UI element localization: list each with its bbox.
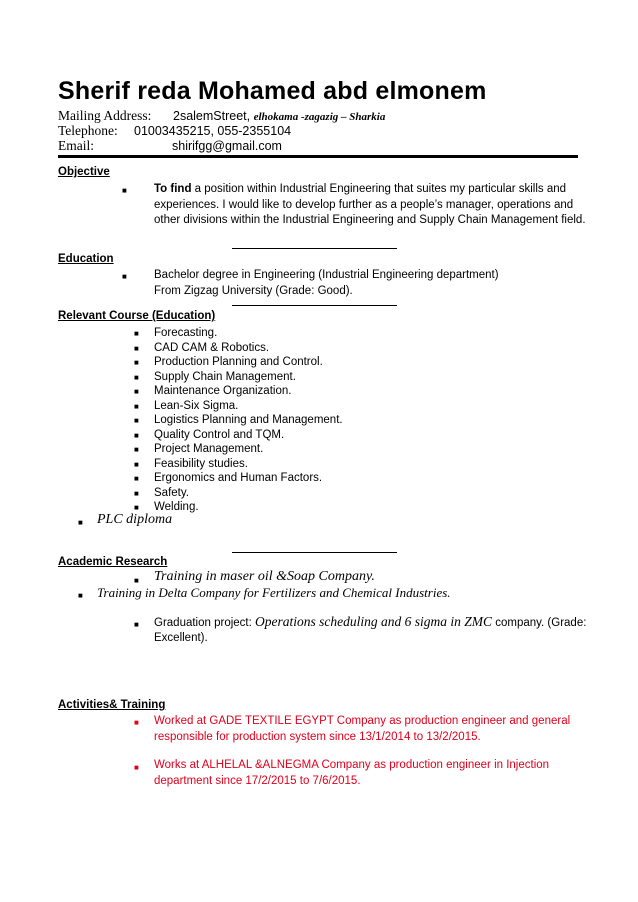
education-line-1: Bachelor degree in Engineering (Industrial Engineering department) — [154, 269, 499, 281]
plc-diploma: PLC diploma — [97, 512, 173, 527]
course-item: Logistics Planning and Management. — [154, 414, 343, 426]
course-item: Safety. — [154, 486, 189, 499]
bullet-icon: ■ — [134, 576, 139, 585]
section-separator — [232, 305, 397, 306]
bullet-icon: ■ — [134, 387, 139, 396]
activity-2-line-1: Works at ALHELAL &ALNEGMA Company as production engineer in Injection — [154, 759, 550, 771]
mailing-street: 2salemStreet, — [173, 109, 251, 123]
bullet-icon: ■ — [134, 445, 139, 454]
header-divider — [58, 155, 578, 158]
activities-heading: Activities& Training — [58, 699, 166, 711]
course-item: Lean-Six Sigma. — [154, 399, 239, 412]
section-separator — [232, 248, 397, 249]
course-item: Forecasting. — [154, 327, 218, 339]
bullet-icon: ■ — [134, 343, 139, 353]
section-separator — [232, 552, 397, 553]
course-item: Supply Chain Management. — [154, 370, 296, 383]
course-item: Welding. — [154, 501, 199, 513]
email-value: shirifgg@gmail.com — [172, 139, 282, 153]
bullet-icon: ■ — [134, 474, 139, 483]
bullet-icon: ■ — [122, 186, 127, 195]
graduation-project-line-2: Excellent). — [154, 632, 208, 644]
bullet-icon: ■ — [134, 358, 139, 367]
bullet-icon: ■ — [134, 763, 139, 772]
graduation-project-title: Operations scheduling and 6 sigma in ZMC — [255, 614, 493, 629]
email-label: Email: — [58, 138, 94, 153]
research-heading: Academic Research — [58, 556, 168, 568]
objective-line-1: To find a position within Industrial Engineering that suites my particular skills and — [154, 183, 567, 195]
bullet-icon: ■ — [122, 272, 127, 281]
education-heading: Education — [58, 253, 114, 265]
bullet-icon: ■ — [134, 430, 139, 440]
bullet-icon: ■ — [134, 503, 139, 512]
bullet-icon: ■ — [134, 620, 139, 629]
bullet-icon: ■ — [134, 329, 139, 338]
objective-line-2: experiences. I would like to develop further as a people’s manager, operations and — [154, 199, 574, 211]
activity-2-line-2: department since 17/2/2015 to 7/6/2015. — [154, 775, 361, 787]
bullet-icon: ■ — [134, 401, 139, 411]
mailing-address-value — [173, 109, 385, 123]
bullet-icon: ■ — [134, 718, 139, 727]
education-line-2: From Zigzag University (Grade: Good). — [154, 285, 353, 297]
course-item: Quality Control and TQM. — [154, 428, 285, 441]
bullet-icon: ■ — [78, 518, 83, 527]
course-item: CAD CAM & Robotics. — [154, 341, 270, 354]
objective-lead: To find — [154, 183, 192, 195]
telephone-value: 01003435215, 055-2355104 — [134, 124, 292, 138]
graduation-project-line-1: Graduation project: Operations scheduling and 6 sigma in ZMC company. (Grade: — [154, 614, 587, 629]
research-item-2: Training in Delta Company for Fertilizers and Chemical Industries. — [97, 585, 451, 600]
course-item: Project Management. — [154, 443, 264, 455]
mailing-city: elhokama -zagazig – Sharkia — [253, 111, 386, 123]
objective-heading: Objective — [58, 166, 110, 178]
candidate-name: Sherif reda Mohamed abd elmonem — [58, 77, 487, 105]
activity-1-line-2: responsible for production system since 13/1/2014 to 13/2/2015. — [154, 731, 481, 743]
course-item: Feasibility studies. — [154, 457, 248, 470]
objective-line-3: other divisions within the Industrial Engineering and Supply Chain Management field. — [154, 214, 586, 226]
bullet-icon: ■ — [134, 459, 139, 469]
bullet-icon: ■ — [78, 591, 83, 600]
course-item: Production Planning and Control. — [154, 356, 323, 368]
course-item: Ergonomics and Human Factors. — [154, 472, 323, 484]
research-item-1: Training in maser oil &Soap Company. — [154, 569, 375, 584]
bullet-icon: ■ — [134, 416, 139, 425]
telephone-label: Telephone: — [58, 123, 118, 138]
bullet-icon: ■ — [134, 488, 139, 498]
bullet-icon: ■ — [134, 372, 139, 382]
courses-heading: Relevant Course (Education) — [58, 310, 216, 322]
activity-1-line-1: Worked at GADE TEXTILE EGYPT Company as production engineer and general — [154, 715, 571, 727]
mailing-address-label: Mailing Address: — [58, 108, 152, 123]
course-item: Maintenance Organization. — [154, 385, 292, 397]
